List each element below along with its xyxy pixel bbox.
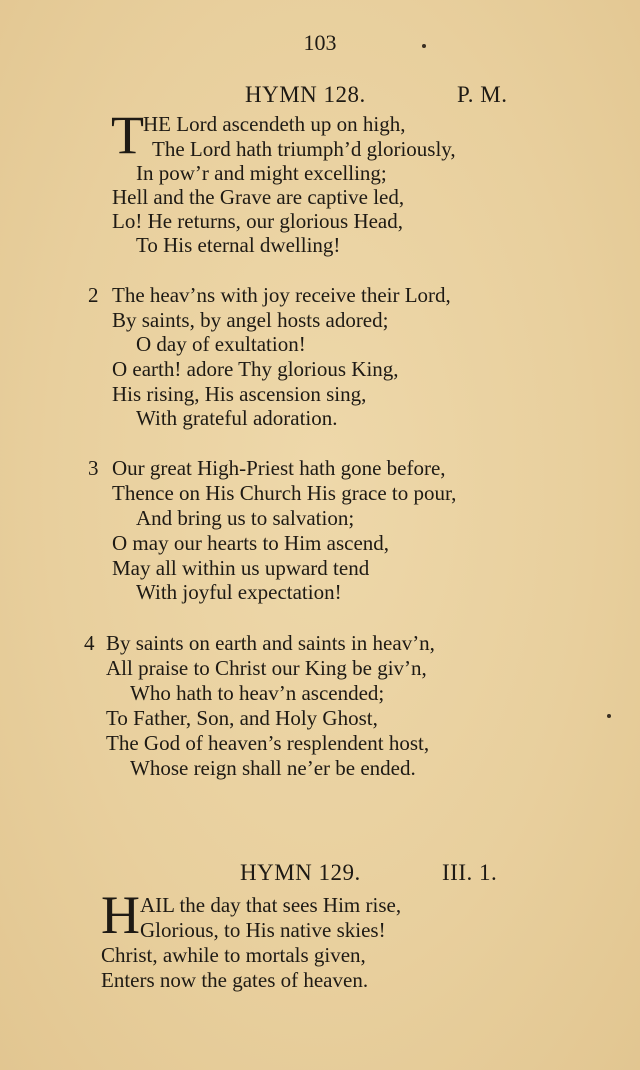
verse-line: By saints, by angel hosts adored;: [112, 308, 389, 332]
hymn-128-heading: [245, 82, 508, 108]
verse-line: Hell and the Grave are captive led,: [112, 185, 405, 209]
verse-line: O day of exultation!: [136, 332, 306, 356]
verse-line: The God of heaven’s resplendent host,: [106, 731, 430, 755]
verse-line: O may our hearts to Him ascend,: [112, 531, 390, 555]
verse-line: By saints on earth and saints in heav’n,: [106, 631, 435, 655]
ink-speck: [607, 714, 611, 718]
verse-line: Christ, awhile to mortals given,: [101, 943, 366, 967]
verse-line: With joyful expectation!: [136, 580, 342, 604]
verse-line: Thence on His Church His grace to pour,: [112, 481, 457, 505]
verse-line: To His eternal dwelling!: [136, 233, 341, 257]
verse-line: The heav’ns with joy receive their Lord,: [112, 283, 451, 307]
verse-line: Enters now the gates of heaven.: [101, 968, 369, 992]
verse-line: Lo! He returns, our glorious Head,: [112, 209, 404, 233]
verse-number: 4: [84, 631, 95, 655]
verse-line: In pow’r and might excelling;: [136, 161, 387, 185]
verse-line: AIL the day that sees Him rise,: [140, 893, 402, 917]
verse-line: O earth! adore Thy glorious King,: [112, 357, 399, 381]
verse-line: May all within us upward tend: [112, 556, 370, 580]
verse-line: His rising, His ascension sing,: [112, 382, 367, 406]
hymn-129-meter: III. 1.: [442, 860, 498, 885]
verse-line: With grateful adoration.: [136, 406, 338, 430]
hymn-129-heading: [240, 860, 498, 886]
verse-line: The Lord hath triumph’d gloriously,: [152, 137, 456, 161]
verse-line: HE Lord ascendeth up on high,: [143, 112, 406, 136]
verse-number: 3: [88, 456, 99, 480]
hymn-129-drop-cap: H: [101, 885, 140, 945]
hymn-128-title: HYMN 128.: [245, 82, 366, 107]
verse-line: To Father, Son, and Holy Ghost,: [106, 706, 378, 730]
verse-line: Whose reign shall ne’er be ended.: [130, 756, 416, 780]
page-number: 103: [303, 30, 337, 55]
verse-line: Glorious, to His native skies!: [140, 918, 386, 942]
verse-line: Our great High-Priest hath gone before,: [112, 456, 446, 480]
hymn-128-drop-cap: T: [111, 105, 144, 165]
hymn-128-meter: P. M.: [457, 82, 508, 107]
verse-line: All praise to Christ our King be giv’n,: [106, 656, 427, 680]
verse-line: And bring us to salvation;: [136, 506, 355, 530]
verse-number: 2: [88, 283, 99, 307]
verse-line: Who hath to heav’n ascended;: [130, 681, 385, 705]
hymn-129-title: HYMN 129.: [240, 860, 361, 885]
ink-speck: [422, 44, 426, 48]
